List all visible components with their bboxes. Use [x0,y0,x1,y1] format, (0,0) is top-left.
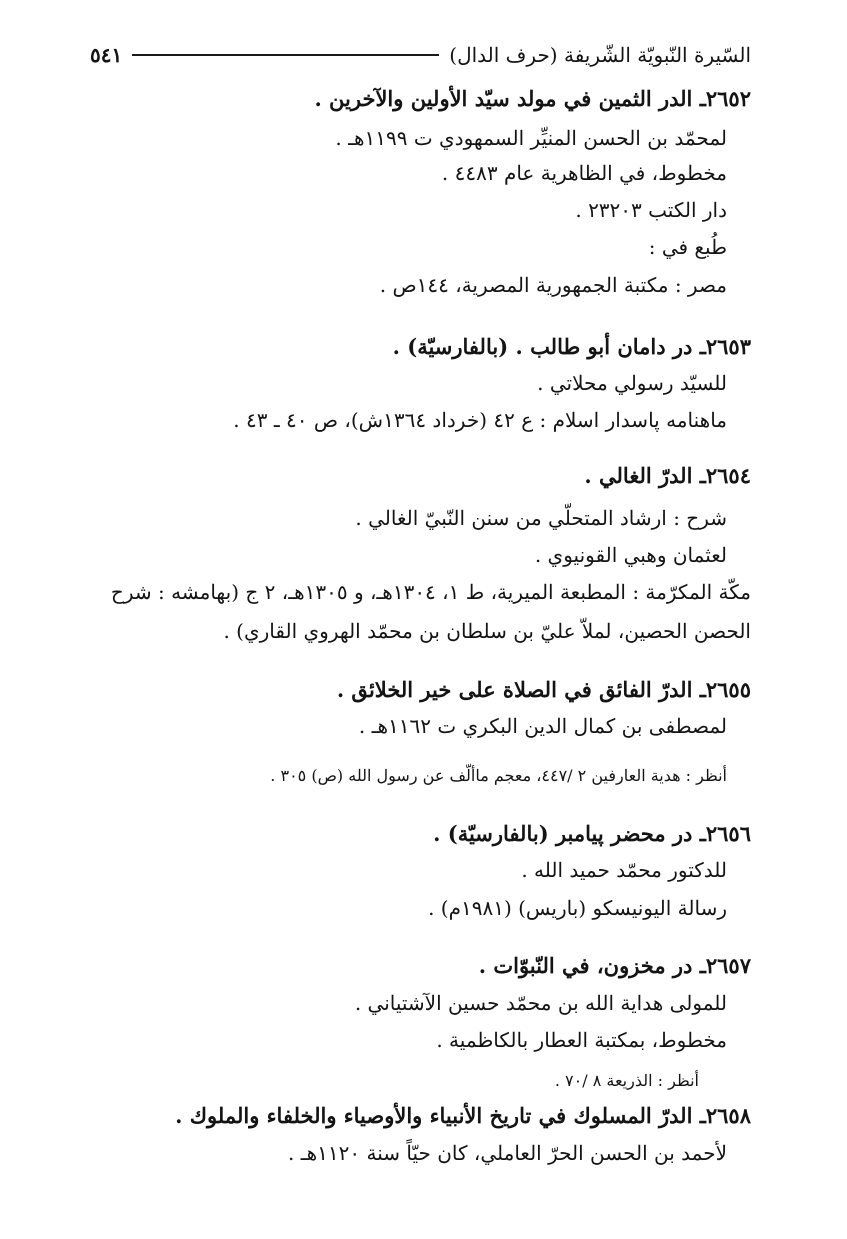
entry-title: ٢٦٥٢ـ الدر الثمين في مولد سيّد الأولين والآخرين . [314,86,751,111]
entry-line: مكّة المكرّمة : المطبعة الميرية، ط ١، ١٣٠٤هـ، و ١٣٠٥هـ، ٢ ج (بهامشه : شرح [110,580,751,604]
entry-line: للسيّد رسولي محلاتي . [537,371,727,395]
entry-title: ٢٦٥٨ـ الدرّ المسلوك في تاريخ الأنبياء والأوصياء والخلفاء والملوك . [175,1103,751,1128]
entry-line: الحصن الحصين، لملاّ عليّ بن سلطان بن محمّد الهروي القاري) . [223,619,751,643]
entry-line: لأحمد بن الحسن الحرّ العاملي، كان حيّاً سنة ١١٢٠هـ . [288,1141,727,1165]
entry-line: شرح : ارشاد المتحلّي من سنن النّبيّ الغالي . [355,506,727,530]
reference-note: أنظر : الذريعة ٨ /٧٠ . [554,1071,699,1090]
entry-line: لعثمان وهبي القونيوي . [534,543,727,567]
entry-title: ٢٦٥٣ـ در دامان أبو طالب . (بالفارسيّة) . [392,334,751,359]
entry-title: ٢٦٥٦ـ در محضر پيامبر (بالفارسيّة) . [433,821,751,846]
entry-title: ٢٦٥٥ـ الدرّ الفائق في الصلاة على خير الخلائق . [336,677,751,702]
page-header [90,38,751,72]
entry-line: للدكتور محمّد حميد الله . [521,858,727,882]
entry-line: ماهنامه پاسدار اسلام : ع ٤٢ (خرداد ١٣٦٤ش)، ص ٤٠ ـ ٤٣ . [233,408,727,432]
entry-line: طُبع في : [648,235,727,259]
running-title: السّيرة النّبويّة الشّريفة (حرف الدال) [449,43,751,67]
entry-line: دار الكتب ٢٣٢٠٣ . [575,198,727,222]
entry-line: رسالة اليونيسكو (باريس) (١٩٨١م) . [428,896,727,920]
reference-note: أنظر : هدية العارفين ٢ /٤٤٧، معجم ماألّف عن رسول الله (ص) ٣٠٥ . [270,766,727,785]
entry-title: ٢٦٥٤ـ الدرّ الغالي . [584,463,751,488]
entry-line: مخطوط، في الظاهرية عام ٤٤٨٣ . [441,161,727,185]
entry-line: مخطوط، بمكتبة العطار بالكاظمية . [436,1028,727,1052]
page-number: ٥٤١ [90,43,123,67]
entry-line: للمولى هداية الله بن محمّد حسين الآشتياني . [354,991,727,1015]
entry-line: مصر : مكتبة الجمهورية المصرية، ١٤٤ص . [379,273,727,297]
entry-title: ٢٦٥٧ـ در مخزون، في النّبوّات . [478,953,751,978]
entry-line: لمحمّد بن الحسن المنيِّر السمهودي ت ١١٩٩هـ . [335,126,727,150]
header-rule [132,54,439,56]
entry-line: لمصطفى بن كمال الدين البكري ت ١١٦٢هـ . [358,714,727,738]
